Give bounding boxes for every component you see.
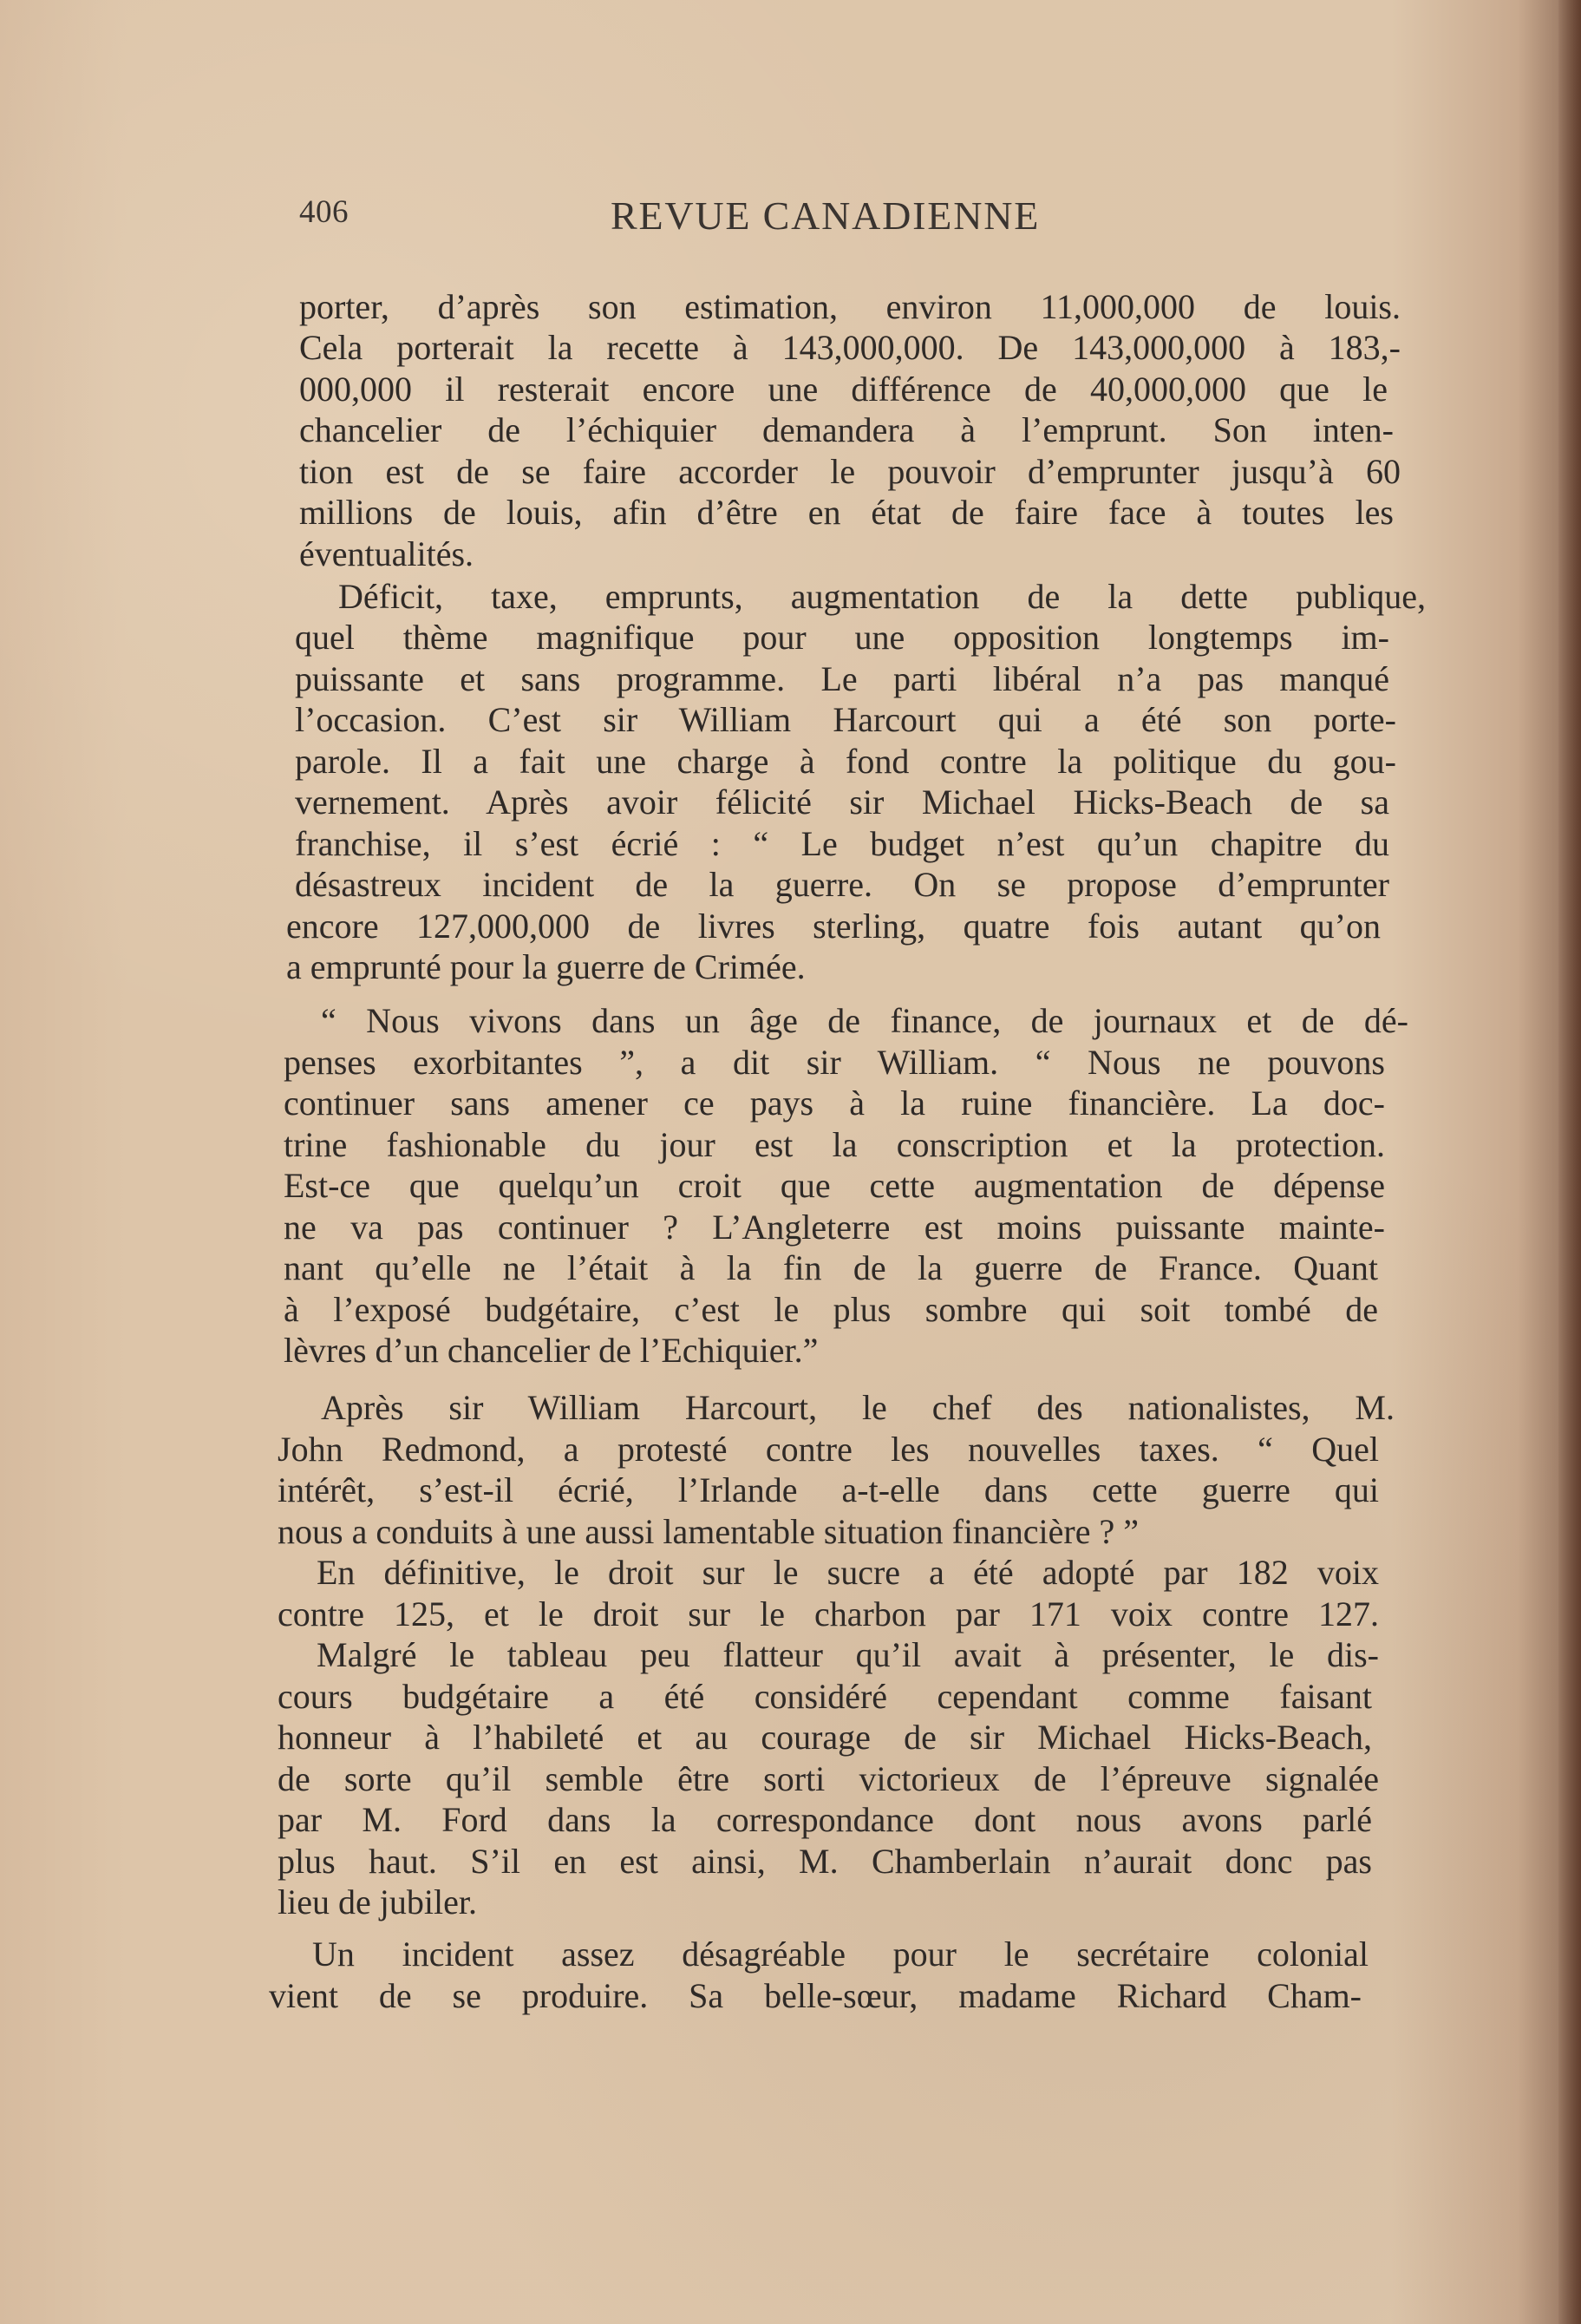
text-line: puissante et sans programme. Le parti libéral n’a pas manqué bbox=[295, 659, 1389, 698]
text-line: “ Nous vivons dans un âge de finance, de journaux et de dé- bbox=[321, 1001, 1408, 1040]
text-line: tion est de se faire accorder le pouvoir d’emprunter jusqu’à 60 bbox=[299, 452, 1401, 491]
text-line: a emprunté pour la guerre de Crimée. bbox=[286, 947, 806, 986]
text-line: l’occasion. C’est sir William Harcourt qui a été son porte- bbox=[295, 700, 1396, 739]
text-line: trine fashionable du jour est la conscription et la protection. bbox=[284, 1125, 1385, 1164]
text-line: Après sir William Harcourt, le chef des nationalistes, M. bbox=[321, 1388, 1395, 1427]
text-line: nous a conduits à une aussi lamentable situation financière ? ” bbox=[278, 1512, 1140, 1551]
text-line: plus haut. S’il en est ainsi, M. Chamberlain n’aurait donc pas bbox=[278, 1842, 1372, 1881]
page-number: 406 bbox=[299, 194, 349, 230]
text-line: contre 125, et le droit sur le charbon par 171 voix contre 127. bbox=[278, 1594, 1379, 1633]
text-line: Un incident assez désagréable pour le secrétaire colonial bbox=[312, 1934, 1369, 1974]
text-line: millions de louis, afin d’être en état de faire face à toutes les bbox=[299, 493, 1394, 532]
text-line: continuer sans amener ce pays à la ruine financière. La doc- bbox=[284, 1083, 1385, 1123]
text-line: vernement. Après avoir félicité sir Michael Hicks-Beach de sa bbox=[295, 782, 1389, 822]
text-line: encore 127,000,000 de livres sterling, quatre fois autant qu’on bbox=[286, 907, 1381, 946]
text-line: lieu de jubiler. bbox=[278, 1882, 477, 1921]
text-line: En définitive, le droit sur le sucre a été adopté par 182 voix bbox=[317, 1553, 1379, 1592]
text-line: cours budgétaire a été considéré cependant comme faisant bbox=[278, 1677, 1372, 1716]
text-line: 000,000 il resterait encore une différence de 40,000,000 que le bbox=[299, 370, 1388, 409]
text-line: éventualités. bbox=[299, 534, 474, 573]
text-line: Cela porterait la recette à 143,000,000. De 143,000,000 à 183,- bbox=[299, 328, 1401, 367]
text-line: parole. Il a fait une charge à fond contre la politique du gou- bbox=[295, 742, 1396, 781]
page-edge-shadow bbox=[1558, 0, 1581, 2324]
text-line: quel thème magnifique pour une opposition longtemps im- bbox=[295, 618, 1389, 657]
text-line: chancelier de l’échiquier demandera à l’emprunt. Son inten- bbox=[299, 410, 1394, 449]
text-line: intérêt, s’est-il écrié, l’Irlande a-t-elle dans cette guerre qui bbox=[278, 1470, 1379, 1509]
text-line: Est-ce que quelqu’un croit que cette augmentation de dépense bbox=[284, 1166, 1385, 1205]
text-line: porter, d’après son estimation, environ 11,000,000 de louis. bbox=[299, 287, 1401, 326]
text-line: Malgré le tableau peu flatteur qu’il avait à présenter, le dis- bbox=[317, 1635, 1379, 1674]
text-line: désastreux incident de la guerre. On se propose d’emprunter bbox=[295, 865, 1389, 904]
text-line: franchise, il s’est écrié : “ Le budget n’est qu’un chapitre du bbox=[295, 824, 1389, 863]
text-line: Déficit, taxe, emprunts, augmentation de la dette publique, bbox=[338, 577, 1426, 616]
text-line: de sorte qu’il semble être sorti victorieux de l’épreuve signalée bbox=[278, 1759, 1379, 1798]
running-head: REVUE CANADIENNE bbox=[611, 193, 1041, 238]
text-line: lèvres d’un chancelier de l’Echiquier.” bbox=[284, 1331, 819, 1370]
text-line: penses exorbitantes ”, a dit sir William. “ Nous ne pouvons bbox=[284, 1043, 1385, 1082]
text-line: à l’exposé budgétaire, c’est le plus sombre qui soit tombé de bbox=[284, 1290, 1378, 1329]
text-line: vient de se produire. Sa belle-sœur, madame Richard Cham- bbox=[269, 1976, 1362, 2015]
text-line: John Redmond, a protesté contre les nouvelles taxes. “ Quel bbox=[278, 1430, 1379, 1469]
text-line: ne va pas continuer ? L’Angleterre est moins puissante mainte- bbox=[284, 1208, 1385, 1247]
text-line: honneur à l’habileté et au courage de sir Michael Hicks-Beach, bbox=[278, 1718, 1372, 1757]
text-line: nant qu’elle ne l’était à la fin de la guerre de France. Quant bbox=[284, 1248, 1378, 1287]
text-line: par M. Ford dans la correspondance dont nous avons parlé bbox=[278, 1800, 1372, 1839]
